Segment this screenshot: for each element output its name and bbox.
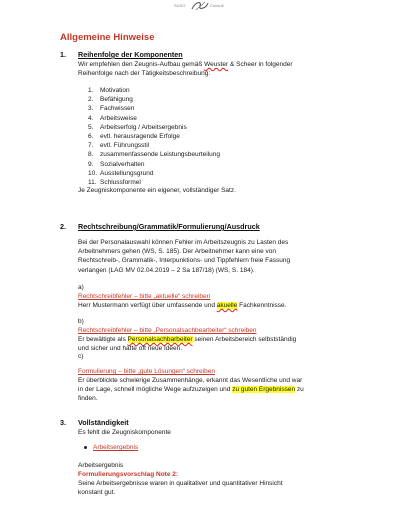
list-item: 11. Schlussformel [88, 179, 141, 187]
spelling-error-mark: Weuster [204, 61, 229, 68]
list-item: 3. Fachwissen [88, 105, 135, 113]
missing-component-bullet: Arbeitsergebnis [84, 444, 138, 451]
list-item: 4. Arbeitsweise [88, 114, 137, 122]
section-2-paragraph: Bei der Personalauswahl können Fehler im Arbeitszeugnis zu Lasten des Arbeitnehmers gehen (WS, S. 185). Der Arbeitnehmer kann eine von Rechtschreib-, Grammatik-, Interpunktions- und Tippfehlern freie Fassung verlangen (LAG MV 02.04.2019 – 2 Sa 187/18) (WS, S. 184). [78, 239, 291, 274]
example-a-heading: Rechtschreibfehler – bitte „aktuelle“ schreiben [78, 293, 211, 300]
section-3-sub-label: Arbeitsergebnis [78, 462, 124, 469]
example-c-heading: Formulierung – bitte „gute Lösungen“ schreiben [78, 368, 215, 375]
svg-text:Consult: Consult [210, 3, 224, 8]
section-1-intro: Wir empfehlen den Zeugnis-Aufbau gemäß Weuster & Scheer in folgender Reihenfolge nach der Tätigkeitsbeschreibung: [78, 61, 293, 78]
list-item: 10. Ausstellungsgrund [88, 169, 154, 177]
list-item: 5. Arbeitserfolg / Arbeitsergebnis [88, 123, 187, 131]
highlighted-error: Personalsachbarbeiter [127, 336, 193, 343]
section-1-closing: Je Zeugniskomponente ein eigener, vollständiger Satz. [78, 187, 236, 194]
section-1-title: Reihenfolge der Komponenten [78, 50, 183, 59]
list-item: 9. Sozialverhalten [88, 160, 145, 168]
suggestion-text: Seine Arbeitsergebnisse waren in qualitativer und quantitativer Hinsicht konstant gut. [78, 480, 283, 497]
example-c-label: c) [78, 353, 84, 360]
section-3-title: Vollständigkeit [78, 418, 129, 427]
list-item: 2. Befähigung [88, 96, 133, 104]
bullet-icon [84, 446, 87, 449]
section-1-number: 1. [60, 50, 66, 59]
section-2-number: 2. [60, 222, 66, 231]
page-heading: Allgemeine Hinweise [60, 32, 155, 43]
example-b-text: Er bewältigte als Personalsachbarbeiter seinen Arbeitsbereich selbstständig und sicher und hatte oft neue Ideen. [78, 336, 297, 353]
example-b-label: b) [78, 318, 84, 325]
highlighted-error: akuelle [216, 302, 238, 309]
component-list [88, 86, 220, 187]
list-item: 1. Motivation [88, 87, 130, 94]
example-b-heading: Rechtschreibfehler – bitte „Personalsachbearbeiter“ schreiben [78, 327, 257, 334]
section-3-number: 3. [60, 418, 66, 427]
svg-text:SUSO: SUSO [174, 3, 186, 8]
section-2-title: Rechtschreibung/Grammatik/Formulierung/Ausdruck [78, 222, 260, 231]
example-a-label: a) [78, 284, 84, 291]
example-a-text: Herr Mustermann verfügt über umfassende und akuelle Fachkenntnisse. [78, 302, 287, 309]
list-item: 6. evtl. herausragende Erfolge [88, 133, 180, 141]
suggestion-label: Formulierungsvorschlag Note 2: [78, 471, 179, 478]
company-logo [172, 0, 228, 12]
highlighted-phrase: zu guten Ergebnissen [232, 386, 296, 394]
section-3-intro: Es fehlt die Zeugniskomponente [78, 429, 171, 436]
example-c-text: Er überblickte schwierige Zusammenhänge, erkannt das Wesentliche und war in der Lage, schnell mögliche Wege aufzuzeigen und zu guten Ergebnissen zu finden. [78, 377, 304, 403]
list-item: 7. evtl. Führungsstil [88, 142, 150, 150]
list-item: 8. zusammenfassende Leistungsbeurteilung [88, 151, 220, 159]
